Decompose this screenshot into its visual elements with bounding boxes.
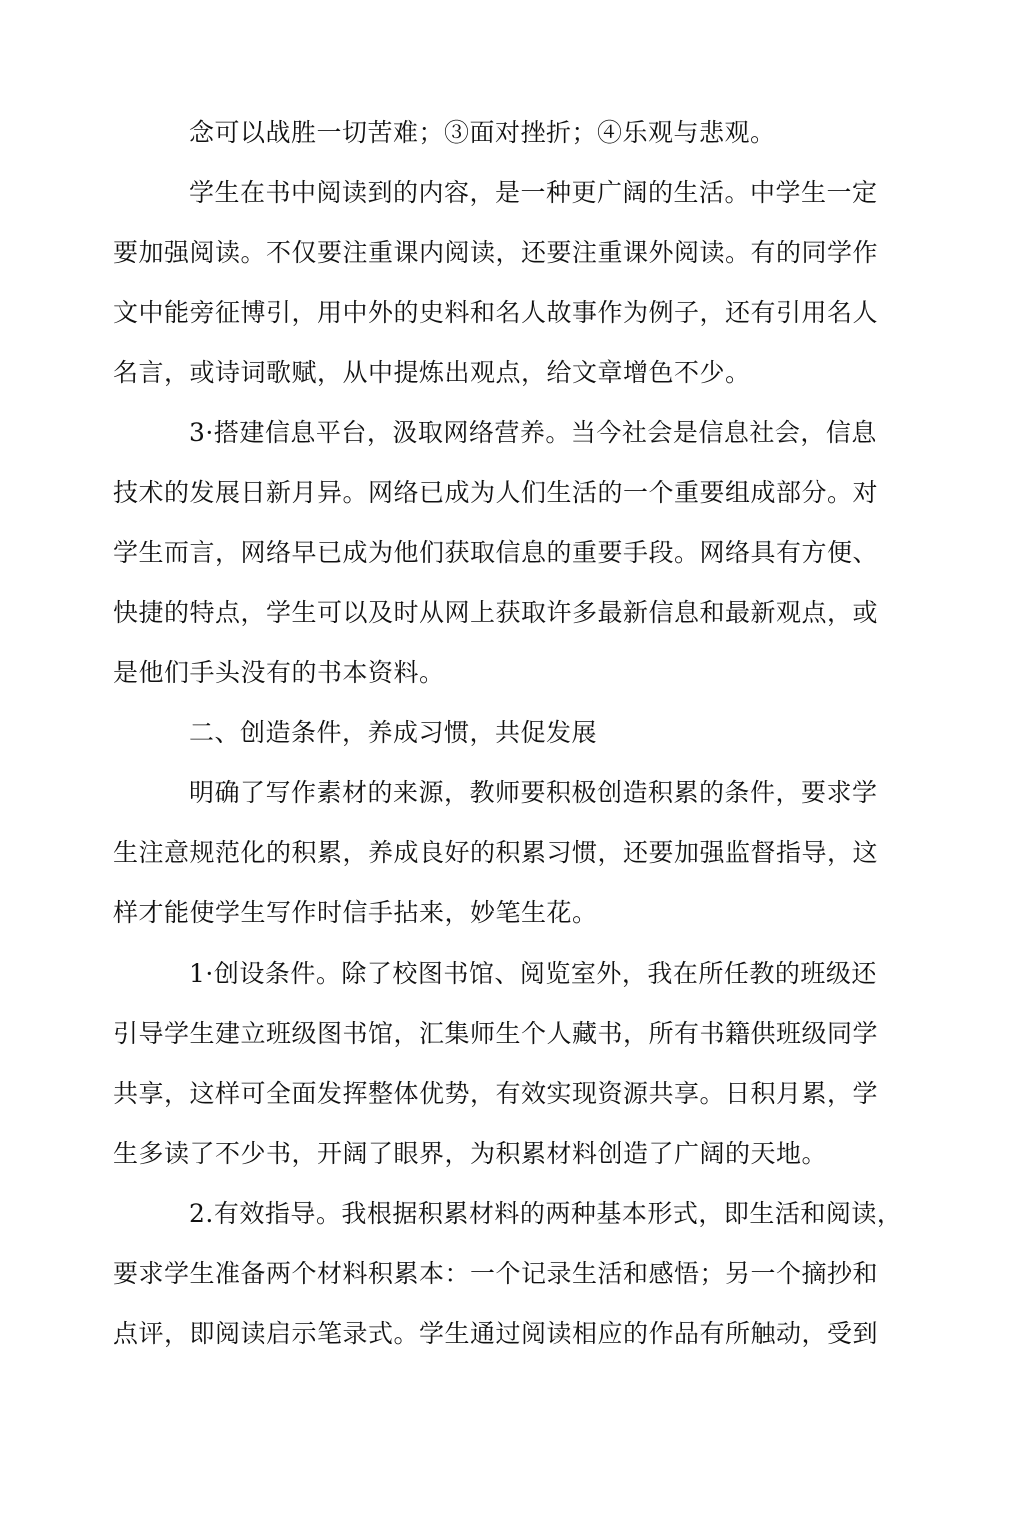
text-line: 样才能使学生写作时信手拈来，妙笔生花。 — [113, 898, 598, 927]
text-line: 生多读了不少书，开阔了眼界，为积累材料创造了广阔的天地。 — [113, 1139, 828, 1168]
text-line: 学生而言，网络早已成为他们获取信息的重要手段。网络具有方便、 — [113, 538, 879, 567]
paragraph-first-line: 2.有效指导。我根据积累材料的两种基本形式，即生活和阅读， — [189, 1199, 903, 1228]
section-heading: 二、创造条件，养成习惯，共促发展 — [189, 718, 598, 747]
text-line: 技术的发展日新月异。网络已成为人们生活的一个重要组成部分。对 — [113, 478, 879, 507]
text-line: 名言，或诗词歌赋，从中提炼出观点，给文章增色不少。 — [113, 358, 751, 387]
text-line: 点评，即阅读启示笔录式。学生通过阅读相应的作品有所触动，受到 — [113, 1319, 879, 1348]
text-line: 是他们手头没有的书本资料。 — [113, 658, 445, 687]
text-line: 引导学生建立班级图书馆，汇集师生个人藏书，所有书籍供班级同学 — [113, 1019, 879, 1048]
text-line: 生注意规范化的积累，养成良好的积累习惯，还要加强监督指导，这 — [113, 838, 879, 867]
text-line: 共享，这样可全面发挥整体优势，有效实现资源共享。日积月累，学 — [113, 1079, 879, 1108]
text-line: 念可以战胜一切苦难；③面对挫折；④乐观与悲观。 — [189, 118, 776, 147]
text-line: 要加强阅读。不仅要注重课内阅读，还要注重课外阅读。有的同学作 — [113, 238, 879, 267]
paragraph-first-line: 1·创设条件。除了校图书馆、阅览室外，我在所任教的班级还 — [189, 959, 877, 988]
text-line: 要求学生准备两个材料积累本：一个记录生活和感悟；另一个摘抄和 — [113, 1259, 879, 1288]
text-line: 文中能旁征博引，用中外的史料和名人故事作为例子，还有引用名人 — [113, 298, 879, 327]
paragraph-first-line: 3·搭建信息平台，汲取网络营养。当今社会是信息社会，信息 — [189, 418, 877, 447]
paragraph-first-line: 明确了写作素材的来源，教师要积极创造积累的条件，要求学 — [189, 778, 878, 807]
paragraph-first-line: 学生在书中阅读到的内容，是一种更广阔的生活。中学生一定 — [189, 178, 878, 207]
text-line: 快捷的特点，学生可以及时从网上获取许多最新信息和最新观点，或 — [113, 598, 879, 627]
